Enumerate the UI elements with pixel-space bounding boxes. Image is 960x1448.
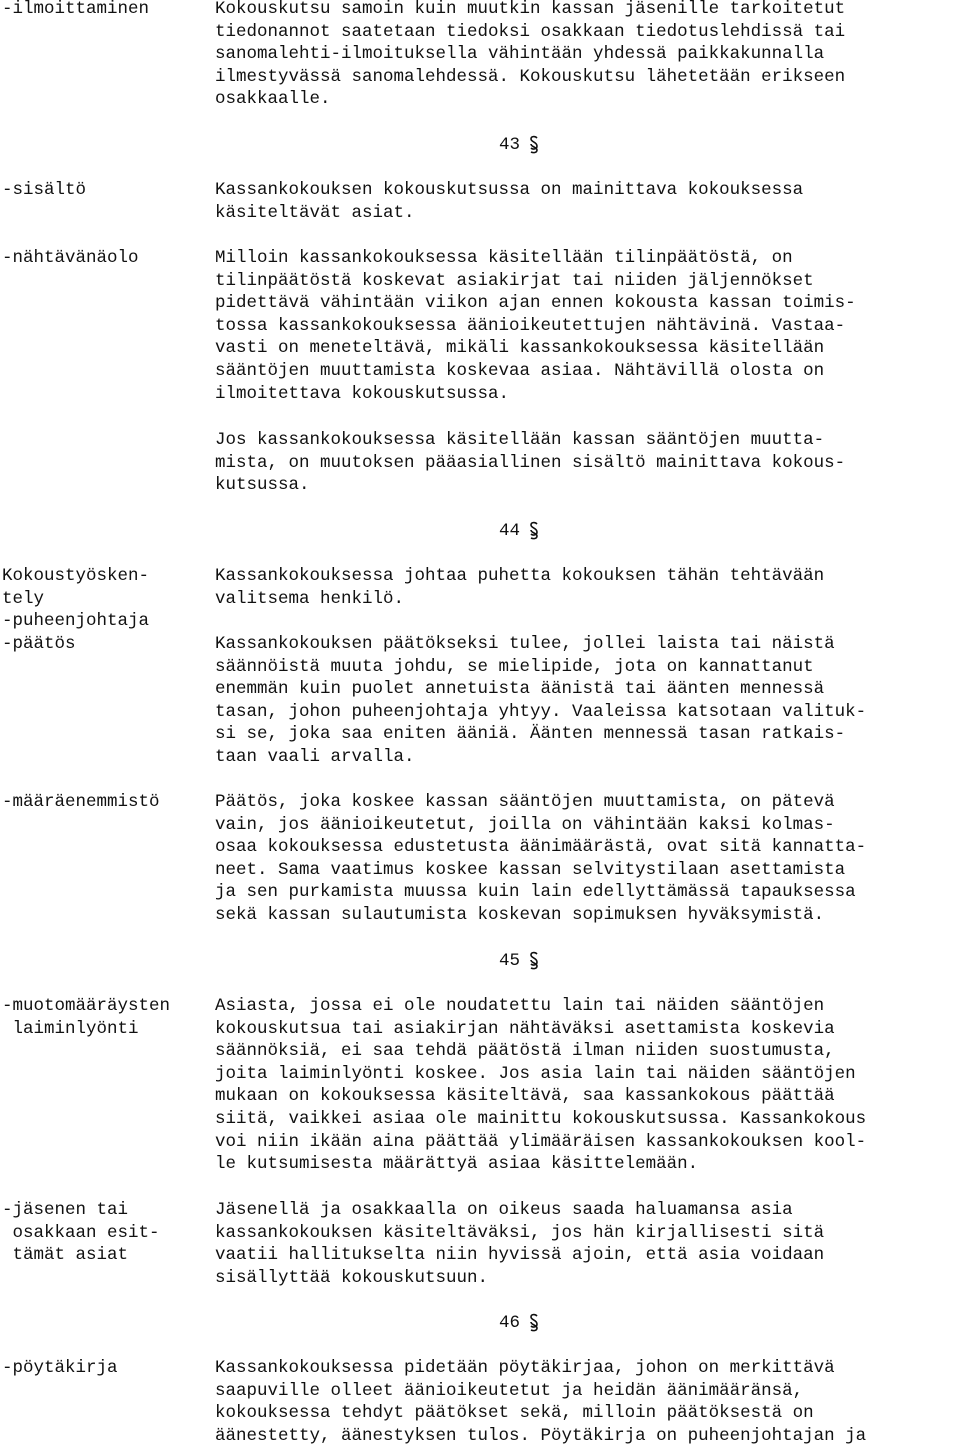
section-sign-icon (526, 950, 542, 972)
section-heading-45 (499, 950, 542, 973)
paragraph-maaraenemmisto: Päätös, joka koskee kassan sääntöjen muuttamista, on pätevä vain, jos äänioikeutetut, joilla on vähintään kaksi kolmas- osaa kokouksessa edustetusta äänimäärästä, ovat sitä kannatta- neet. Sama vaatimus koskee kassan selvitystilaan asettamista ja sen purkamista muussa kuin lain edellyttämässä tapauksessa sekä kassan sulautumista koskevan sopimuksen hyväksymistä. (215, 792, 867, 925)
paragraph-nahtavanaolo: Milloin kassankokouksessa käsitellään tilinpäätöstä, on tilinpäätöstä koskevat asiakirjat tai niiden jäljennökset pidettävä vähintään viikon ajan ennen kokousta kassan toimis- tossa kassankokouksessa äänioikeutettujen nähtävinä. Vastaa- vasti on meneteltävä, mikäli kassankokouksessa käsitellään sääntöjen muuttamista koskevaa asiaa. Nähtävillä olosta on ilmoitettava kokouskutsussa. (215, 248, 856, 404)
section-heading-46 (499, 1312, 542, 1335)
paragraph-saantojen-muuttaminen: Jos kassankokouksessa käsitellään kassan sääntöjen muutta- mista, on muutoksen pääasiallinen sisältö mainittava kokous- kutsussa. (215, 430, 846, 496)
sidenote-ilmoittaminen: -ilmoittaminen (2, 0, 150, 19)
paragraph-kokouskutsu-tiedonannot: Kokouskutsu samoin kuin muutkin kassan jäsenille tarkoitetut tiedonannot saatetaan tiedoksi osakkaan tiedotuslehdissä tai sanomalehti-ilmoituksella vähintään yhdessä paikkakunnalla ilmestyvässä sanomalehdessä. Kokouskutsu lähetetään erikseen osakkaalle. (215, 0, 846, 110)
sidenote-kokoustyoskentely: Kokoustyösken- tely -puheenjohtaja -päätös (2, 566, 150, 654)
paragraph-puheenjohtaja: Kassankokouksessa johtaa puhetta kokouksen tähän tehtävään valitsema henkilö. (215, 566, 825, 609)
paragraph-kokouskutsu-sisalto: Kassankokouksen kokouskutsussa on mainittava kokouksessa käsiteltävät asiat. (215, 180, 804, 223)
paragraph-muotomaaraysten-laiminlyonti: Asiasta, jossa ei ole noudatettu lain tai näiden sääntöjen kokouskutsua tai asiakirjan nähtäväksi asettamista koskevia säännöksiä, ei saa tehdä päätöstä ilman niiden suostumusta, joita laiminlyönti koskee. Jos asia lain tai näiden sääntöjen mukaan on kokouksessa käsiteltävä, saa kassankokous päättää siitä, vaikkei asiaa ole mainittu kokouskutsussa. Kassankokous voi niin ikään aina päättää ylimääräisen kassankokouksen kool- le kutsumisesta määrättyä asiaa käsittelemään. (215, 996, 867, 1175)
sidenote-muotomaaraysten: -muotomääräysten laiminlyönti (2, 996, 171, 1039)
paragraph-jasenen-asiat: Jäsenellä ja osakkaalla on oikeus saada haluamansa asia kassankokouksen käsiteltäväksi, jos hän kirjallisesti sitä vaatii hallitukselta niin hyvissä ajoin, että asia voidaan sisällyttää kokouskutsuun. (215, 1200, 825, 1288)
section-heading-43 (499, 134, 542, 157)
sidenote-jasenen-asiat: -jäsenen tai osakkaan esit- tämät asiat (2, 1200, 160, 1266)
sidenote-nahtavanaolo: -nähtävänäolo (2, 248, 139, 268)
sidenote-poytakirja: -pöytäkirja (2, 1358, 118, 1378)
section-sign-icon (526, 1312, 542, 1334)
section-number: 45 (499, 951, 521, 971)
section-sign-icon (526, 134, 542, 156)
section-heading-44 (499, 520, 542, 543)
section-number: 44 (499, 521, 521, 541)
section-number: 46 (499, 1313, 521, 1333)
section-sign-icon (526, 520, 542, 542)
sidenote-maaraenemmisto: -määräenemmistö (2, 792, 160, 812)
paragraph-paatos: Kassankokouksen päätökseksi tulee, jollei laista tai näistä säännöistä muuta johdu, se mielipide, jota on kannattanut enemmän kuin puolet annetuista äänistä tai äänten mennessä tasan, johon puheenjohtaja yhtyy. Vaaleissa katsotaan valituk- si se, joka saa eniten ääniä. Äänten mennessä tasan ratkais- taan vaali arvalla. (215, 634, 867, 767)
paragraph-poytakirja: Kassankokouksessa pidetään pöytäkirjaa, johon on merkittävä saapuville olleet äänioikeutetut ja heidän äänimääränsä, kokouksessa tehdyt päätökset sekä, milloin päätöksestä on äänestetty, äänestyksen tulos. Pöytäkirja on puheenjohtajan ja (215, 1358, 867, 1446)
section-number: 43 (499, 135, 521, 155)
sidenote-sisalto: -sisältö (2, 180, 87, 200)
